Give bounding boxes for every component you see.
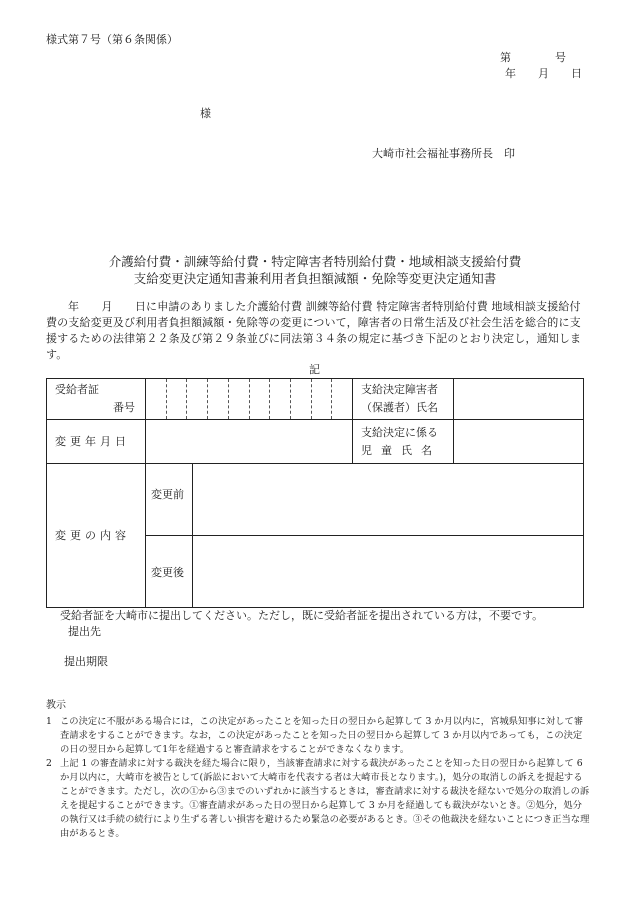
notice-item: 1 この決定に不服がある場合には，この決定があったことを知った日の翌日から起算して 3 か月以内に，宮城県知事に対して審査請求をすることができます。なお，この決定があったことを知った日の翌日から起算して 3 か月以内であっても，この決定の日の翌日から起算して1年を経過すると審査請求をすることができなくなります。 [46, 715, 591, 757]
change-content-label: 変更の内容 [47, 464, 146, 608]
after-field[interactable] [193, 536, 584, 608]
title-line-1: 介護給付費・訓練等給付費・特定障害者特別給付費・地域相談支援給付費 [108, 254, 522, 269]
change-date-field[interactable] [146, 420, 353, 464]
decision-person-field[interactable] [454, 379, 584, 420]
notice-text: 上記 1 の審査請求に対する裁決を経た場合に限り，当該審査請求に対する裁決があったことを知った日の翌日から起算して 6 か月以内に，大崎市を被告として(訴訟において大崎市を代表する者は大崎市長となります。)，処分の取消しの訴えを提起することができます。ただし，次の①から③までのいずれかに該当するときは，審査請求に対する裁決を経ないで処分の取消しの訴えを提起することができます。①審査請求があった日の翌日から起算して 3 か月を経過しても裁決がないとき。②処分，処分の執行又は手続の続行により生ずる著しい損害を避けるため緊急の必要があるとき。③その他裁決を経ないことにつき正当な理由があるとき。 [60, 758, 590, 839]
notice-body: 年 月 日に申請のありました介護給付費 訓練等給付費 特定障害者特別給付費 地域相談支援給付費の支給変更及び利用者負担額減額・免除等の変更について，障害者の日常生活及び社会生活を総合的に支援するための法律第２２条及び第２９条並びに同法第３４条の規定に基づき下記のとおり決定し，通知します。 [46, 300, 582, 361]
decision-person-label: 支給決定障害者 （保護者）氏名 [353, 379, 454, 420]
recipient-suffix: 様 [200, 107, 211, 120]
notice-list [46, 715, 591, 841]
submit-deadline-label: 提出期限 [64, 655, 108, 668]
document-number: 第 号 [500, 51, 566, 64]
ki-mark: 記 [309, 363, 320, 376]
change-date-label: 変更年月日 [47, 420, 146, 464]
notice-text: この決定に不服がある場合には，この決定があったことを知った日の翌日から起算して 3 か月以内に，宮城県知事に対して審査請求をすることができます。なお，この決定があったことを知った日の翌日から起算して 3 か月以内であっても，この決定の日の翌日から起算して1年を経過すると審査請求をすることができなくなります。 [60, 716, 584, 755]
child-name-label: 支給決定に係る 児童氏名 [353, 420, 454, 464]
child-name-field[interactable] [454, 420, 584, 464]
notice-heading: 教示 [46, 700, 66, 711]
submit-to-label: 提出先 [68, 625, 101, 638]
issuer-name: 大崎市社会福祉事務所長 印 [372, 147, 515, 160]
cert-number-label: 受給者証 番号 [47, 379, 146, 420]
issue-date: 年 月 日 [505, 67, 582, 80]
title-line-2: 支給変更決定通知書兼利用者負担額減額・免除等変更決定通知書 [133, 271, 497, 286]
before-label: 変更前 [146, 464, 193, 536]
after-label: 変更後 [146, 536, 193, 608]
form-number: 様式第７号（第６条関係） [46, 33, 178, 46]
before-field[interactable] [193, 464, 584, 536]
notice-item: 2 上記 1 の審査請求に対する裁決を経た場合に限り，当該審査請求に対する裁決があったことを知った日の翌日から起算して 6 か月以内に，大崎市を被告として(訴訟において大崎市を代表する者は大崎市長となります。)，処分の取消しの訴えを提起することができます。ただし，次の①から③までのいずれかに該当するときは，審査請求に対する裁決を経ないで処分の取消しの訴えを提起することができます。①審査請求があった日の翌日から起算して 3 か月を経過しても裁決がないとき。②処分，処分の執行又は手続の続行により生ずる著しい損害を避けるため緊急の必要があるとき。③その他裁決を経ないことにつき正当な理由があるとき。 [46, 758, 590, 839]
cert-number-field[interactable] [146, 379, 353, 420]
decision-table [46, 378, 584, 608]
submit-note: 受給者証を大崎市に提出してください。ただし，既に受給者証を提出されている方は，不要です。 [60, 609, 544, 622]
